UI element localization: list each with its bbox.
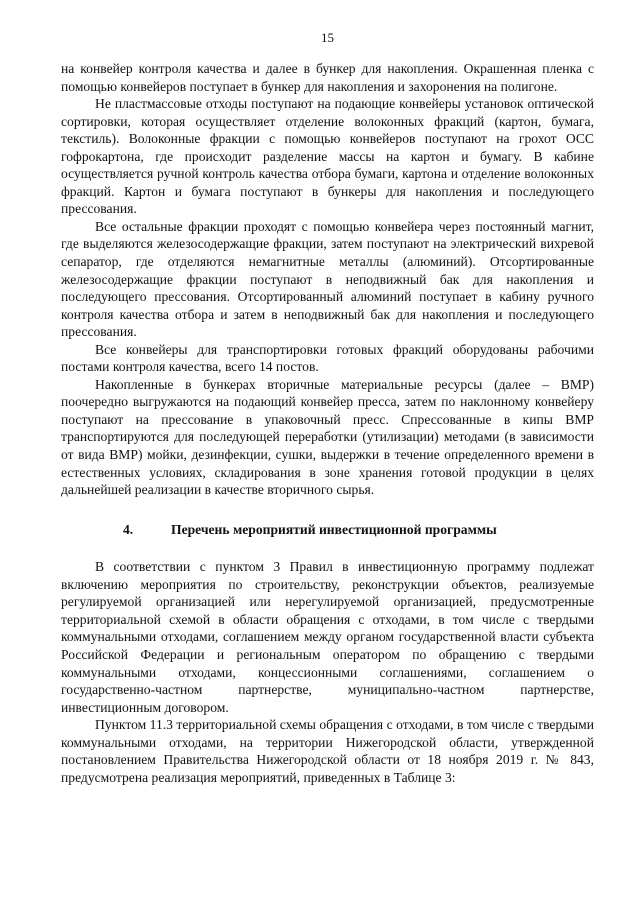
document-page	[61, 30, 594, 786]
section-title: Перечень мероприятий инвестиционной программы	[171, 521, 497, 537]
paragraph-magnetic-separation: Все остальные фракции проходят с помощью конвейера через постоянный магнит, где выделяются железосодержащие фракции, затем поступают на электрический вихревой сепаратор, где отделяются немагнитные металлы (алюминий). Отсортированные железосодержащие фракции поступают в неподвижный бак для накопления и последующего прессования. Отсортированный алюминий поступает в кабину ручного контроля качества отбора и затем в неподвижный бак для накопления и последующего прессования.	[61, 218, 594, 340]
page-number: 15	[321, 30, 334, 45]
paragraph-territorial-scheme: Пунктом 11.3 территориальной схемы обращения с отходами, в том числе с твердыми коммунальными отходами, на территории Нижегородской области, утвержденной постановлением Правительства Нижегородской области от 18 ноября 2019 г. № 843, предусмотрена реализация мероприятий, приведенных в Таблице 3:	[61, 717, 594, 785]
section-number: 4.	[123, 521, 134, 537]
paragraph-optical-sorting: Не пластмассовые отходы поступают на подающие конвейеры установок оптической сортировки, которая осуществляет отделение волоконных фракций (картон, бумага, текстиль). Волоконные фракции с помощью конвейеров поступают на грохот ОСС гофрокартона, где происходит разделение массы на картон и бумагу. В кабине осуществляется ручной контроль качества отбора бумаги, картона и отделение волоконных фракций. Картон и бумага поступают в бункеры для накопления и последующего прессования.	[61, 96, 594, 217]
paragraph-secondary-resources: Накопленные в бункерах вторичные материальные ресурсы (далее – ВМР) поочередно выгружаются на подающий конвейер пресса, затем по наклонному конвейеру поступают на прессование в упаковочный пресс. Спрессованные в кипы ВМР транспортируются для последующей переработки (утилизации) методами (в зависимости от вида ВМР) мойки, дезинфекции, сушки, выдержки в течение определенного времени в естественных условиях, складирования в зоне хранения готовой продукции в целях дальнейшей реализации в качестве вторичного сырья.	[61, 376, 594, 498]
paragraph-quality-posts: Все конвейеры для транспортировки готовых фракций оборудованы рабочими постами контроля качества, всего 14 постов.	[61, 341, 594, 375]
paragraph-rules-item-3: В соответствии с пунктом 3 Правил в инвестиционную программу подлежат включению мероприятия по строительству, реконструкции объектов, реализуемые регулируемой организацией или нерегулируемой организацией, предусмотренные территориальной схемой в области обращения с отходами, в том числе с твердыми коммунальными отходами, соглашением между органом государственной власти субъекта Российской Федерации и региональным оператором по обращению с твердыми коммунальными отходами, концессионными соглашениями, соглашением о государственно-частном партнерстве, муниципально-частном партнерстве, инвестиционным договором.	[61, 559, 594, 715]
paragraph-continuation: на конвейер контроля качества и далее в бункер для накопления. Окрашенная пленка с помощью конвейеров поступает в бункер для накопления и захоронения на полигоне.	[61, 61, 594, 94]
section-heading	[61, 521, 594, 539]
